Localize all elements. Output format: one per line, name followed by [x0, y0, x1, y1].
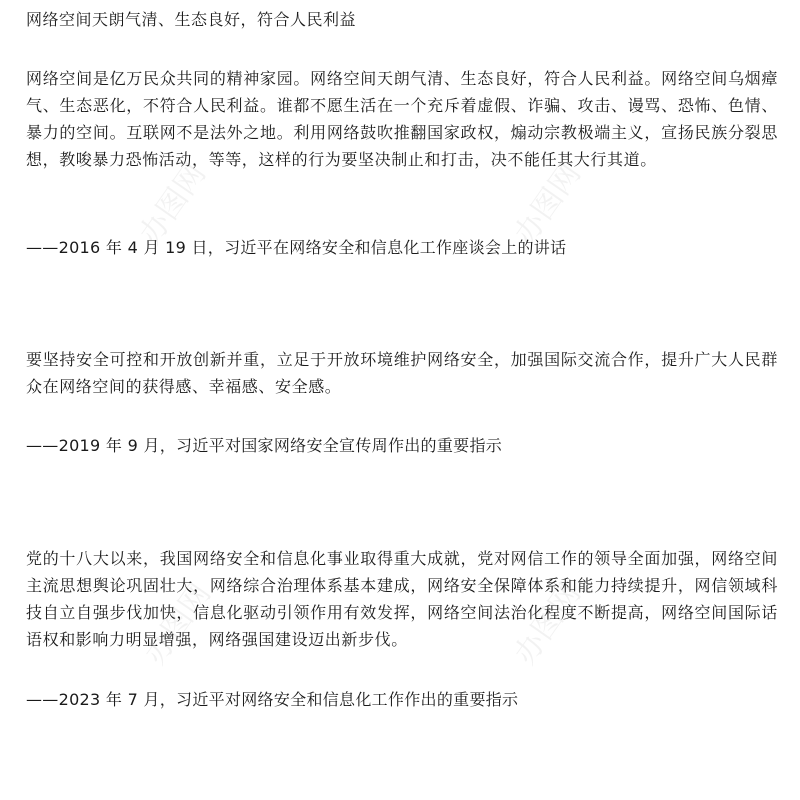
quote-source-3: ——2023 年 7 月，习近平对网络安全和信息化工作作出的重要指示 — [26, 690, 519, 709]
quote-source-1: ——2016 年 4 月 19 日，习近平在网络安全和信息化工作座谈会上的讲话 — [26, 238, 567, 257]
quote-paragraph-3: 党的十八大以来，我国网络安全和信息化事业取得重大成就，党对网信工作的领导全面加强，网络空间主流思想舆论巩固壮大，网络综合治理体系基本建成，网络安全保障体系和能力持续提升，网信领域科技自立自强步伐加快，信息化驱动引领作用有效发挥，网络空间法治化程度不断提高，网络空间国际话语权和影响力明显增强，网络强国建设迈出新步伐。 — [26, 549, 778, 649]
document-page — [26, 0, 778, 800]
quote-paragraph-2: 要坚持安全可控和开放创新并重，立足于开放环境维护网络安全，加强国际交流合作，提升广大人民群众在网络空间的获得感、幸福感、安全感。 — [26, 350, 778, 396]
watermark-1: 办图网 — [132, 157, 214, 251]
watermark-3: 办图网 — [137, 577, 219, 671]
document-title: 网络空间天朗气清、生态良好，符合人民利益 — [26, 10, 357, 29]
watermark-4: 办图网 — [507, 577, 589, 671]
watermark-2: 办图网 — [507, 157, 589, 251]
quote-paragraph-1: 网络空间是亿万民众共同的精神家园。网络空间天朗气清、生态良好，符合人民利益。网络空间乌烟瘴气、生态恶化，不符合人民利益。谁都不愿生活在一个充斥着虚假、诈骗、攻击、谩骂、恐怖、色情、暴力的空间。互联网不是法外之地。利用网络鼓吹推翻国家政权，煽动宗教极端主义，宣扬民族分裂思想，教唆暴力恐怖活动，等等，这样的行为要坚决制止和打击，决不能任其大行其道。 — [26, 69, 778, 169]
quote-source-2: ——2019 年 9 月，习近平对国家网络安全宣传周作出的重要指示 — [26, 436, 503, 455]
